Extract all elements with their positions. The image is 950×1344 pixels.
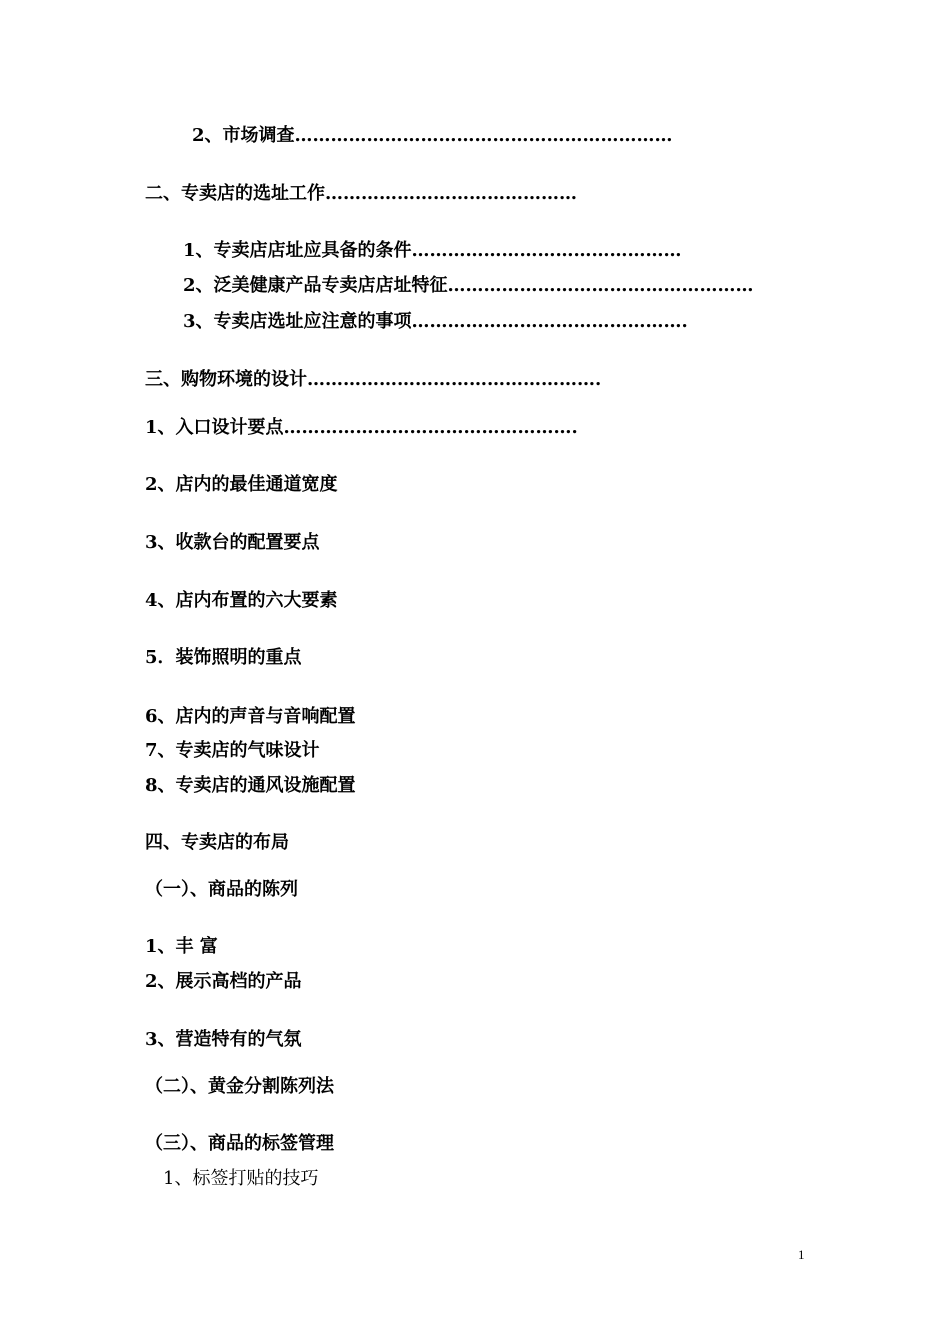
toc-section-store-location: 二、专卖店的选址工作…………………………………… <box>145 183 577 204</box>
toc-subsection-label-management: （三）、商品的标签管理 <box>145 1133 334 1154</box>
toc-item-entrance-design: 1、入口设计要点…………………………………………. <box>145 417 578 438</box>
toc-subsection-merchandise-display: （一）、商品的陈列 <box>145 879 298 900</box>
toc-section-shopping-environment: 三、购物环境的设计…………………………………………. <box>145 369 602 390</box>
toc-item-abundance: 1、丰 富 <box>145 936 218 957</box>
toc-item-sound-system: 6、店内的声音与音响配置 <box>145 706 356 727</box>
toc-item-decorative-lighting: 5．装饰照明的重点 <box>145 647 302 668</box>
toc-item-layout-elements: 4、店内布置的六大要素 <box>145 590 338 611</box>
toc-item-checkout-counter: 3、收款台的配置要点 <box>145 532 320 553</box>
page-number: 1 <box>798 1247 805 1262</box>
toc-section-store-layout: 四、专卖店的布局 <box>145 832 289 853</box>
toc-item-label-techniques: 1、标签打贴的技巧 <box>163 1168 319 1189</box>
toc-subsection-golden-ratio: （二）、黄金分割陈列法 <box>145 1076 334 1097</box>
toc-item-location-features: 2、泛美健康产品专卖店店址特征…………………………………………… <box>183 275 754 296</box>
toc-item-premium-products: 2、展示高档的产品 <box>145 971 302 992</box>
toc-item-ventilation: 8、专卖店的通风设施配置 <box>145 775 356 796</box>
toc-item-aisle-width: 2、店内的最佳通道宽度 <box>145 474 338 495</box>
toc-item-location-notes: 3、专卖店选址应注意的事项………………………………………. <box>183 311 688 332</box>
toc-item-atmosphere: 3、营造特有的气氛 <box>145 1029 302 1050</box>
toc-item-market-survey: 2、市场调查……………………………………………………… <box>192 125 673 146</box>
toc-item-location-conditions: 1、专卖店店址应具备的条件……………………………………… <box>183 240 682 261</box>
toc-item-scent-design: 7、专卖店的气味设计 <box>145 740 320 761</box>
